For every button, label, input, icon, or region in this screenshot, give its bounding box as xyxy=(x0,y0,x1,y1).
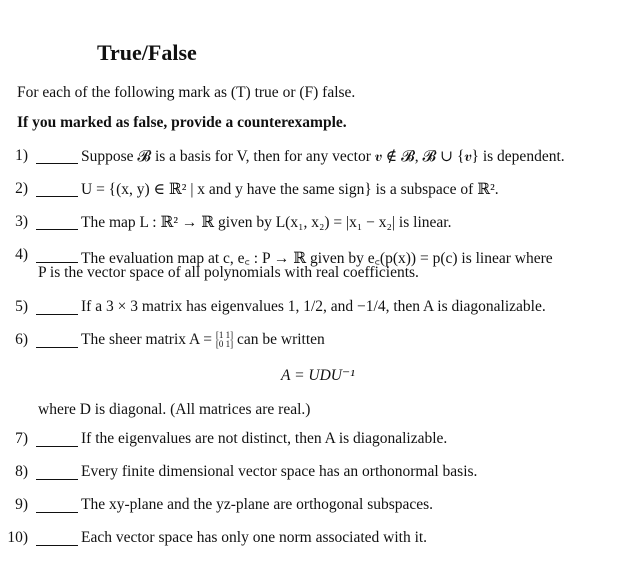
question-text: U = {(x, y) ∈ ℝ² | x and y have the same sign} is a subspace of ℝ². xyxy=(81,181,499,198)
question-text xyxy=(81,331,325,349)
question-text: Every finite dimensional vector space has an orthonormal basis. xyxy=(81,463,478,480)
instructions-bold: If you marked as false, provide a counterexample. xyxy=(17,114,347,131)
answer-blank[interactable] xyxy=(36,262,78,263)
question-number: 6) xyxy=(15,331,28,348)
question-text: Suppose 𝓑 is a basis for V, then for any vector 𝒗 ∉ 𝓑, 𝓑 ∪ {𝒗} is dependent. xyxy=(81,148,565,165)
answer-blank[interactable] xyxy=(36,229,78,230)
answer-blank[interactable] xyxy=(36,163,78,164)
question-text: If a 3 × 3 matrix has eigenvalues 1, 1/2, and −1/4, then A is diagonalizable. xyxy=(81,298,546,315)
answer-blank[interactable] xyxy=(36,347,78,348)
equation: A = UDU⁻¹ xyxy=(281,367,355,384)
answer-blank[interactable] xyxy=(36,512,78,513)
question-text: The xy-plane and the yz-plane are orthogonal subspaces. xyxy=(81,496,434,513)
question-text: Each vector space has only one norm associated with it. xyxy=(81,529,428,546)
question-number: 7) xyxy=(15,430,28,447)
question-number: 2) xyxy=(15,180,28,197)
question-4-continuation: P is the vector space of all polynomials with real coefficients. xyxy=(38,264,419,281)
question-text-part: can be written xyxy=(233,331,325,348)
question-number: 9) xyxy=(15,496,28,513)
answer-blank[interactable] xyxy=(36,196,78,197)
answer-blank[interactable] xyxy=(36,446,78,447)
answer-blank[interactable] xyxy=(36,314,78,315)
question-number: 8) xyxy=(15,463,28,480)
question-number: 1) xyxy=(15,147,28,164)
question-text: If the eigenvalues are not distinct, then A is diagonalizable. xyxy=(81,430,448,447)
sheer-matrix: [1 1] [0 1] xyxy=(215,330,234,350)
question-number: 4) xyxy=(15,246,28,263)
answer-blank[interactable] xyxy=(36,545,78,546)
question-text: The map L : ℝ² → ℝ given by L(x₁, x₂) = |x₁ − x₂| is linear. xyxy=(81,214,452,231)
instructions: For each of the following mark as (T) true or (F) false. xyxy=(17,84,356,101)
question-number: 5) xyxy=(15,298,28,315)
question-6-continuation: where D is diagonal. (All matrices are real.) xyxy=(38,401,311,418)
question-text: The evaluation map at c, e꜀ : P → ℝ given by e꜀(p(x)) = p(c) is linear where xyxy=(81,250,553,267)
question-text-part: The sheer matrix A = xyxy=(81,331,216,348)
page-title: True/False xyxy=(97,40,197,65)
question-number: 3) xyxy=(15,213,28,230)
answer-blank[interactable] xyxy=(36,479,78,480)
question-number: 10) xyxy=(7,529,28,546)
